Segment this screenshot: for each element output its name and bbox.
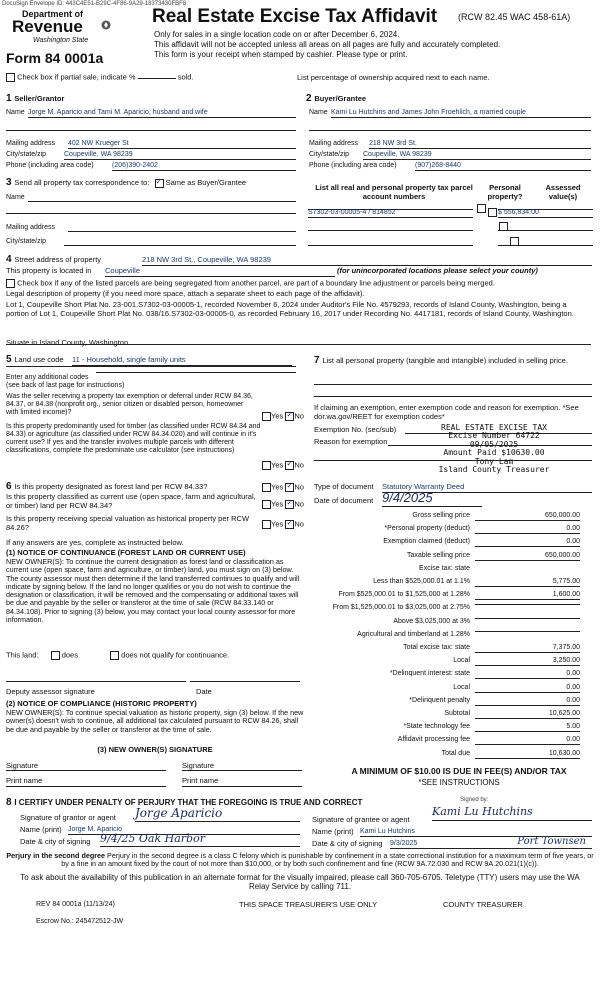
seller-name-line-2 — [6, 130, 296, 131]
certify-statement: 8 I CERTIFY UNDER PENALTY OF PERJURY THAT THE FOREGOING IS TRUE AND CORRECT — [6, 797, 363, 808]
additional-codes-field[interactable] — [96, 372, 296, 373]
historic-no-checkbox[interactable] — [285, 520, 294, 529]
tax-row-value[interactable]: 1,600.00 — [475, 591, 580, 600]
segregation-checkbox[interactable] — [6, 279, 15, 288]
seller-city-field[interactable]: Coupeville, WA 98239 — [64, 151, 296, 160]
tax-row — [315, 750, 580, 762]
correspondence-name-line-2 — [6, 213, 296, 214]
parcel-line-3[interactable] — [308, 239, 473, 246]
buyer-mailing-row: Mailing address 218 NW 3rd St. — [309, 140, 591, 148]
grantee-signature-field[interactable]: Kami Lu Hutchins — [432, 806, 592, 821]
correspondence-city-row: City/state/zip — [6, 238, 296, 246]
personal-property-checkbox-1[interactable] — [488, 208, 497, 217]
see-instructions: *SEE INSTRUCTIONS — [418, 778, 500, 787]
correspondence-mailing-row: Mailing address — [6, 224, 296, 232]
additional-codes-label: Enter any additional codes — [6, 374, 89, 381]
grantee-date-city-label: Date & city of signing — [312, 839, 383, 848]
tax-row-value[interactable]: 0.00 — [475, 684, 580, 693]
does-qualify-checkbox[interactable] — [51, 651, 60, 660]
tax-row-value[interactable]: 0.00 — [475, 697, 580, 706]
exemption-question: Was the seller receiving a property tax exemption or deferral under RCW 84.36, 84.37, or 84.38 (nonprofit org., senior citizen or disabled person, homeowner with limited income)? — [6, 393, 253, 417]
buyer-name-row: Name Kami Lu Hutchins and James John Froehlich, a married couple — [309, 109, 591, 117]
tax-row-label: Exemption claimed (deduct) — [383, 538, 470, 546]
header-line-2: This affidavit will not be accepted unless all areas on all pages are fully and accurately completed. — [154, 40, 501, 49]
deputy-date-label: Date — [196, 687, 212, 696]
land-use-line-2 — [6, 366, 296, 367]
notice-continuance-text: NEW OWNER(S): To continue the current designation as forest land or classification as current use (open space, farm and agriculture, or timber) land, you must sign on (3) below. The county assessor must then determine if the land transferred continues to qualify and will indicate by signing below. If the land no longer qualifies or you do not wish to continue the designation or classification, it will be removed and the compensating or additional taxes will be due and payable by the seller or transferor at the time of sale (RCW 84.33.140 or 84.34.108). Prior to signing (3) below, you may contact your local county assessor for more information. — [6, 557, 300, 624]
tax-row-label: Local — [453, 657, 470, 665]
tax-row — [315, 618, 580, 630]
docusign-envelope-id: DocuSign Envelope ID: 443C4E51-B29C-4F86-9A29-18373430FBF8 — [2, 1, 187, 7]
tax-row — [315, 644, 580, 656]
historic-yes-no: Yes ✓ No — [262, 520, 304, 529]
stamp-line-5: Tony Lam — [474, 456, 514, 466]
treasurer-stamp — [404, 424, 584, 474]
print-name-label-1: Print name — [6, 776, 43, 785]
grantee-name-field[interactable]: Kami Lu Hutchins — [360, 828, 592, 837]
same-as-buyer-checkbox[interactable] — [155, 179, 164, 188]
assessed-value-field[interactable]: $ 556,834.00 — [498, 209, 593, 218]
tax-row-value[interactable]: 10,625.00 — [475, 710, 580, 719]
seller-phone-field[interactable]: (206)390-2402 — [112, 162, 296, 171]
correspondence-name-field[interactable] — [28, 201, 296, 202]
unincorporated-note: (for unincorporated locations please select your county) — [337, 266, 538, 275]
treasurer-use-label: THIS SPACE TREASURER'S USE ONLY — [239, 900, 378, 909]
minimum-due-notice: A MINIMUM OF $10.00 IS DUE IN FEE(S) AND/OR TAX — [351, 766, 567, 776]
tax-row-label: From $1,525,000.01 to $3,025,000 at 2.75% — [332, 604, 470, 612]
current-use-yes-no: Yes ✓ No — [262, 500, 304, 509]
grantor-signature-field[interactable]: Jorge Aparicio — [135, 807, 300, 822]
legal-description-text: Lot 1, Coupeville Short Plat No. 23-001.S7302-03-00005-1, recorded November 6, 2024 under Auditor's File No. 4579293, records of Island County, Washington, being a portion of Lot 1, Coupeville Short Plat No. 038/16.S7302-03-00005-0, as recorded February 16, 2017 under Recording No. 4417181, records of Island County, Washington. — [6, 300, 574, 318]
county-treasurer-label: COUNTY TREASURER — [443, 900, 523, 909]
grantee-signature-label: Signature of grantee or agent — [312, 815, 410, 824]
ownership-instruction: List percentage of ownership acquired next to each name. — [297, 73, 490, 82]
forest-no-checkbox[interactable] — [285, 483, 294, 492]
deputy-signature-label: Deputy assessor signature — [6, 687, 95, 696]
tax-row-label: From $525,000.01 to $1,525,000 at 1.28% — [338, 591, 470, 599]
land-use-row: 5 Land use code 11 - Household, single family units — [6, 354, 298, 366]
seller-mailing-field[interactable]: 402 NW Krueger St — [68, 140, 296, 149]
parcel-number-field[interactable]: S7302-03-00005-4 / 814852 — [308, 209, 473, 218]
tax-row-label: Gross selling price — [412, 512, 470, 519]
tax-row-label: Excise tax: state — [419, 564, 470, 572]
print-name-label-2: Print name — [182, 776, 219, 785]
seller-name-row: Name Jorge M. Aparicio and Tami M. Aparicio, husband and wife — [6, 109, 298, 117]
personal-property-line-1[interactable] — [314, 384, 592, 385]
new-owner-print-name-field-1[interactable] — [6, 786, 166, 787]
buyer-phone-row: Phone (including area code) (907)268-8440 — [309, 162, 591, 170]
tax-row — [315, 525, 580, 537]
continuance-row: This land: does does not qualify for continuance. — [6, 650, 230, 660]
personal-property-checkbox-0[interactable] — [477, 204, 486, 213]
stamp-line-2: Excise Number 64722 — [448, 431, 540, 441]
tax-row-label: Affidavit processing fee — [397, 736, 470, 744]
buyer-mailing-field[interactable]: 218 NW 3rd St. — [369, 140, 591, 149]
tax-row — [315, 512, 580, 524]
exemption-yes-no: Yes ✓ No — [262, 412, 304, 421]
timber-no-checkbox[interactable] — [285, 461, 294, 470]
personal-property-list-label: 7 List all personal property (tangible and intangible) included in selling price. — [314, 355, 568, 366]
tax-row — [315, 697, 580, 709]
property-address-row: 4 Street address of property 218 NW 3rd St., Coupeville, WA 98239 — [6, 254, 591, 266]
state-label: Washington State — [33, 37, 89, 44]
tax-row-value[interactable] — [475, 604, 580, 605]
tax-row — [315, 684, 580, 696]
tax-row — [315, 670, 580, 682]
assessed-line-3[interactable] — [498, 239, 593, 246]
tax-row — [315, 565, 580, 577]
tax-row-label: Above $3,025,000 at 3% — [393, 617, 470, 625]
grantee-date-value: 9/3/2025 — [390, 840, 418, 847]
grantor-date-city-label: Date & city of signing — [20, 837, 91, 846]
tax-row-label: Local — [453, 683, 470, 691]
tax-row — [315, 631, 580, 643]
situate-text: Situate in Island County, Washington — [6, 338, 129, 347]
buyer-city-row: City/state/zip Coupeville, WA 98239 — [309, 151, 591, 159]
does-not-label: does not qualify for continuance. — [121, 650, 230, 660]
tax-row-value[interactable]: 5.00 — [475, 723, 580, 732]
document-type-field[interactable]: Statutory Warranty Deed — [382, 483, 592, 493]
escrow-number: Escrow No.: 245472512-JW — [36, 918, 124, 925]
legal-line — [6, 344, 591, 345]
exemption-no-checkbox[interactable] — [285, 412, 294, 421]
tax-row-label: Agricultural and timberland at 1.28% — [357, 630, 470, 638]
grantor-date-city-field[interactable]: 9/4/25 Oak Harbor — [100, 833, 300, 847]
deputy-date-field[interactable] — [190, 681, 300, 682]
tax-row-label: *State technology fee — [403, 723, 470, 731]
grantee-date-field[interactable] — [390, 836, 592, 849]
current-use-yes-checkbox[interactable] — [262, 500, 271, 509]
partial-sale-label: Check box if partial sale, indicate % — [17, 72, 136, 82]
exemption-number-label: Exemption No. (sec/sub) — [314, 425, 397, 434]
tax-row — [315, 591, 580, 603]
tax-row-value[interactable]: 650,000.00 — [475, 512, 580, 521]
same-as-buyer-label: Same as Buyer/Grantee — [165, 178, 247, 187]
stamp-line-3: 09/05/2025 — [469, 439, 519, 449]
tax-row-value[interactable]: 3,250.00 — [475, 657, 580, 666]
tax-row — [315, 552, 580, 564]
revenue-logo: Revenue — [12, 17, 83, 36]
tax-row-value[interactable] — [475, 618, 580, 619]
document-type-row: Type of document Statutory Warranty Deed — [314, 483, 592, 492]
tax-row-value[interactable]: 650,000.00 — [475, 552, 580, 561]
tax-row-value[interactable]: 10,630.00 — [475, 750, 580, 759]
personal-property-column-header: Personal property? — [487, 183, 523, 201]
tax-row-value[interactable]: 7,375.00 — [475, 644, 580, 653]
forest-question-row: 6 Is this property designated as forest land per RCW 84.33? — [6, 481, 208, 492]
exemption-instructions: If claiming an exemption, enter exemption code and reason for exemption. *See dor.wa.gov/REET for exemption codes* — [314, 403, 579, 421]
document-date-row: Date of document 9/4/2025 — [314, 497, 592, 506]
current-use-no-checkbox[interactable] — [285, 500, 294, 509]
seller-city-row: City/state/zip Coupeville, WA 98239 — [6, 151, 298, 159]
notice-continuance-title: (1) NOTICE OF CONTINUANCE (FOREST LAND OR CURRENT USE) — [6, 548, 246, 557]
assessed-value-column-header: Assessed value(s) — [545, 183, 581, 201]
signature-label-1: Signature — [6, 761, 39, 770]
tax-row-value[interactable]: 5,775.00 — [475, 578, 580, 587]
forest-yes-no: Yes ✓ No — [262, 483, 304, 492]
tax-row-label: *Personal property (deduct) — [384, 525, 470, 533]
timber-yes-checkbox[interactable] — [262, 461, 271, 470]
header-line-1: Only for sales in a single location code on or after December 6, 2024. — [154, 30, 400, 39]
does-label: does — [61, 650, 78, 660]
personal-property-line-2[interactable] — [314, 396, 592, 397]
tax-row-label: Taxable selling price — [406, 551, 470, 559]
stamp-line-6: Island County Treasurer — [438, 464, 550, 474]
historic-question: Is this property receiving special valuation as historical property per RCW 84.26? — [6, 514, 250, 532]
grantee-city-value: Port Townsen — [517, 836, 586, 847]
tax-row — [315, 710, 580, 722]
deputy-signature-field[interactable] — [6, 681, 186, 682]
buyer-phone-field[interactable]: (907)268-8440 — [415, 162, 591, 171]
timber-yes-no: Yes ✓ No — [262, 461, 304, 470]
rcw-reference: (RCW 82.45 WAC 458-61A) — [458, 12, 571, 22]
tax-row-value[interactable]: 0.00 — [475, 525, 580, 534]
exemption-reason-label: Reason for exemption — [314, 437, 388, 446]
seller-mailing-row: Mailing address 402 NW Krueger St — [6, 140, 298, 148]
seller-name-field[interactable]: Jorge M. Aparicio and Tami M. Aparicio, husband and wife — [28, 109, 296, 118]
partial-sale-row — [6, 73, 194, 82]
section-3-header: 3 Send all property tax correspondence to: ✓ Same as Buyer/Grantee — [6, 177, 246, 189]
forest-yes-checkbox[interactable] — [262, 483, 271, 492]
revenue-logo-mark — [101, 20, 111, 33]
tax-row — [315, 723, 580, 735]
exemption-yes-checkbox[interactable] — [262, 412, 271, 421]
partial-sale-percent-field[interactable] — [138, 78, 176, 79]
buyer-heading: 2 Buyer/Grantee — [306, 93, 367, 104]
additional-codes-note: (see back of last page for instructions) — [6, 382, 125, 389]
property-address-field[interactable]: 218 NW 3rd St., Coupeville, WA 98239 — [142, 256, 592, 266]
segregation-row: Check box if any of the listed parcels are being segregated from another parcel, are part of a boundary line adjustment or parcels being merged. — [6, 279, 591, 288]
correspondence-city-field[interactable] — [64, 245, 296, 246]
dept-label: Department of — [22, 9, 84, 19]
buyer-name-line-2 — [309, 130, 591, 131]
buyer-city-field[interactable]: Coupeville, WA 98239 — [363, 151, 591, 160]
signed-by-label: Signed by: — [460, 797, 489, 803]
tax-row-value[interactable] — [475, 631, 580, 632]
grantor-name-field[interactable]: Jorge M. Aparicio — [68, 826, 300, 835]
perjury-notice: Perjury in the second degree Perjury in the second degree is a class C felony which is punishable by confinement in a state correctional institution for a maximum term of five years, or by a fine in an amount fixed by the court of not more than $10,000, or by both such confinement and fine (RCW 9A.72.030 and RCW 9A.20.021(1)(c)). — [6, 851, 594, 869]
form-number: Form 84 0001a — [6, 50, 104, 66]
grantor-name-label: Name (print) — [20, 825, 62, 834]
tax-row — [315, 736, 580, 748]
tax-row-label: Subtotal — [444, 710, 470, 717]
if-yes-instructions: If any answers are yes, complete as instructed below. — [6, 538, 184, 547]
legal-description-label: Legal description of property (if you need more space, attach a separate sheet to each page of the affidavit). — [6, 289, 365, 298]
tax-row-label: *Delinquent penalty — [409, 696, 470, 704]
parcel-line-2[interactable] — [308, 224, 473, 231]
buyer-name-field[interactable]: Kami Lu Hutchins and James John Froehlich, a married couple — [331, 109, 591, 118]
notice-compliance-title: (2) NOTICE OF COMPLIANCE (HISTORIC PROPERTY) — [6, 699, 197, 708]
new-owner-signature-field-1[interactable] — [6, 770, 166, 771]
seller-phone-row: Phone (including area code) (206)390-2402 — [6, 162, 298, 170]
rev-number: REV 84 0001a (11/13/24) — [36, 901, 115, 908]
page-title: Real Estate Excise Tax Affidavit — [152, 6, 438, 27]
tax-row-label: *Delinquent interest: state — [389, 670, 470, 678]
correspondence-mailing-field[interactable] — [68, 231, 296, 232]
tax-row-label: Less than $525,000.01 at 1.1% — [373, 578, 470, 585]
grantee-name-label: Name (print) — [312, 827, 354, 836]
document-date-field[interactable]: 9/4/2025 — [382, 491, 482, 507]
partial-sale-checkbox[interactable] — [6, 73, 15, 82]
tax-row — [315, 604, 580, 616]
tax-row-value[interactable]: 0.00 — [475, 736, 580, 745]
stamp-line-4: Amount Paid $10630.00 — [443, 448, 545, 458]
seller-heading: 1 Seller/Grantor — [6, 93, 65, 104]
current-use-question: Is this property classified as current use (open space, farm and agricultural, or timber) land per RCW 84.34? — [6, 492, 256, 510]
assessed-line-2[interactable] — [498, 224, 593, 231]
does-not-qualify-checkbox[interactable] — [110, 651, 119, 660]
new-owner-signature-field-2[interactable] — [182, 770, 302, 771]
tax-row-label: Total excise tax: state — [403, 644, 470, 651]
timber-question: Is this property predominantly used for timber (as classified under RCW 84.34 and 84.33) or agriculture (as classified under RCW 84.34.020) and will continue in it's current use? If yes and the transfer involves multiple parcels with different classifications, complete the predominate use calculator (see instructions) — [6, 423, 261, 455]
alternate-format-notice: To ask about the availability of this publication in an alternate format for the visually impaired, please call 360-705-6705. Teletype (TTY) users may use the WA Relay Service by calling 711. — [20, 873, 580, 892]
sold-label: sold. — [177, 72, 194, 82]
new-owner-signature-title: (3) NEW OWNER(S) SIGNATURE — [97, 745, 213, 754]
tax-row — [315, 578, 580, 590]
signature-label-2: Signature — [182, 761, 215, 770]
correspondence-name-row: Name — [6, 194, 296, 202]
tax-row — [315, 538, 580, 550]
located-in-field[interactable]: Coupeville — [105, 267, 335, 277]
grantor-signature-label: Signature of grantor or agent — [20, 813, 116, 822]
new-owner-print-name-field-2[interactable] — [182, 786, 302, 787]
tax-row-label: Total due — [441, 749, 470, 757]
tax-row-value[interactable]: 0.00 — [475, 670, 580, 679]
tax-row — [315, 657, 580, 669]
located-in-row: This property is located in Coupeville (for unincorporated locations please select your county) — [6, 266, 538, 275]
land-use-field[interactable]: 11 - Household, single family units — [72, 356, 292, 366]
header-line-3: This form is your receipt when stamped by cashier. Please type or print. — [154, 50, 408, 59]
stamp-line-1: REAL ESTATE EXCISE TAX — [441, 423, 547, 432]
historic-yes-checkbox[interactable] — [262, 520, 271, 529]
parcel-column-header: List all real and personal property tax parcel account numbers — [315, 183, 473, 201]
tax-row-value[interactable]: 0.00 — [475, 538, 580, 547]
notice-compliance-text: NEW OWNER(S): To continue special valuation as historic property, sign (3) below. If the new owner(s) doesn't wish to continue, all additional tax calculated pursuant to RCW 84.26, shall be due and payable by the seller or transferor at the time of sale. — [6, 708, 304, 734]
